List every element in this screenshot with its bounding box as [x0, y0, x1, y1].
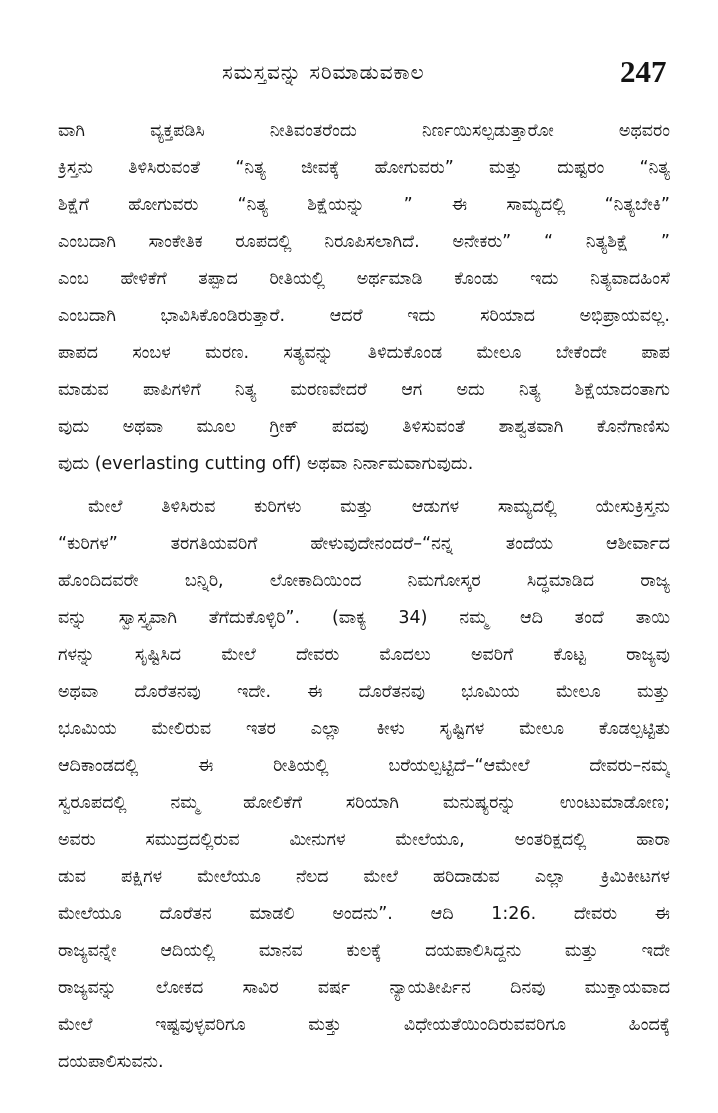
text-line: ಶಿಕ್ಷೆಗೆ ಹೋಗುವರು “ನಿತ್ಯ ಶಿಕ್ಷೆಯನ್ನು ” ಈ ಸಾಮ್ಯದಲ್ಲಿ “ನಿತ್ಯಬೇಕಿ” — [58, 195, 670, 215]
text-line: ಮೇಲೆ ಇಷ್ಟವುಳ್ಳವರಿಗೂ ಮತ್ತು ವಿಧೇಯತೆಯಿಂದಿರುವವರಿಗೂ ಹಿಂದಕ್ಕೆ — [58, 1015, 670, 1035]
text-line: ಪಾಪದ ಸಂಬಳ ಮರಣ. ಸತ್ಯವನ್ನು ತಿಳಿದುಕೊಂಡ ಮೇಲೂ ಬೇಕೆಂದೇ ಪಾಪ — [58, 343, 670, 363]
text-line: ಎಂಬದಾಗಿ ಭಾವಿಸಿಕೊಂಡಿರುತ್ತಾರೆ. ಆದರೆ ಇದು ಸರಿಯಾದ ಅಭಿಪ್ರಾಯವಲ್ಲ. — [58, 306, 670, 326]
text-line: ವನ್ನು ಸ್ವಾಸ್ತ್ಯವಾಗಿ ತೆಗೆದುಕೊಳ್ಳಿರಿ”. (ವಾಕ್ಯ 34) ನಮ್ಮ ಆದಿ ತಂದೆ ತಾಯಿ — [58, 608, 670, 628]
text-line: ಸ್ವರೂಪದಲ್ಲಿ ನಮ್ಮ ಹೋಲಿಕೆಗೆ ಸರಿಯಾಗಿ ಮನುಷ್ಯರನ್ನು ಉಂಟುಮಾಡೋಣ; — [58, 793, 670, 813]
page-number: 247 — [620, 54, 667, 89]
text-line: ರಾಜ್ಯವನ್ನು ಲೋಕದ ಸಾವಿರ ವರ್ಷ ನ್ಯಾಯತೀರ್ಪಿನ ದಿನವು ಮುಕ್ತಾಯವಾದ — [58, 978, 670, 998]
text-line: ದಯಪಾಲಿಸುವನು. — [58, 1052, 164, 1072]
text-line: ಡುವ ಪಕ್ಷಿಗಳ ಮೇಲೆಯೂ ನೆಲದ ಮೇಲೆ ಹರಿದಾಡುವ ಎಲ್ಲಾ ಕ್ರಿಮಿಕೀಟಗಳ — [58, 867, 670, 887]
text-line-indented: ಮೇಲೆ ತಿಳಿಸಿರುವ ಕುರಿಗಳು ಮತ್ತು ಆಡುಗಳ ಸಾಮ್ಯದಲ್ಲಿ ಯೇಸುಕ್ರಿಸ್ತನು — [88, 497, 670, 517]
text-line: ಆದಿಕಾಂಡದಲ್ಲಿ ಈ ರೀತಿಯಲ್ಲಿ ಬರೆಯಲ್ಪಟ್ಟಿದೆ–“ಆಮೇಲೆ ದೇವರು–ನಮ್ಮ — [58, 756, 670, 776]
text-line: ವುದು (everlasting cutting off) ಅಥವಾ ನಿರ್ನಾಮವಾಗುವುದು. — [58, 454, 474, 474]
text-line: ರಾಜ್ಯವನ್ನೇ ಆದಿಯಲ್ಲಿ ಮಾನವ ಕುಲಕ್ಕೆ ದಯಪಾಲಿಸಿದ್ದನು ಮತ್ತು ಇದೇ — [58, 941, 670, 961]
text-line: ಅಥವಾ ದೊರೆತನವು ಇದೇ. ಈ ದೊರೆತನವು ಭೂಮಿಯ ಮೇಲೂ ಮತ್ತು — [58, 682, 670, 702]
text-line: ಎಂಬದಾಗಿ ಸಾಂಕೇತಿಕ ರೂಪದಲ್ಲಿ ನಿರೂಪಿಸಲಾಗಿದೆ. ಅನೇಕರು” “ ನಿತ್ಯಶಿಕ್ಷೆ ” — [58, 232, 670, 252]
text-line: ಅವರು ಸಮುದ್ರದಲ್ಲಿರುವ ಮೀನುಗಳ ಮೇಲೆಯೂ, ಅಂತರಿಕ್ಷದಲ್ಲಿ ಹಾರಾ — [58, 830, 670, 850]
text-line: ಮಾಡುವ ಪಾಪಿಗಳಿಗೆ ನಿತ್ಯ ಮರಣವೇದರೆ ಆಗ ಅದು ನಿತ್ಯ ಶಿಕ್ಷೆಯಾದಂತಾಗು — [58, 380, 670, 400]
text-line: ವುದು ಅಥವಾ ಮೂಲ ಗ್ರೀಕ್ ಪದವು ತಿಳಿಸುವಂತೆ ಶಾಶ್ವತವಾಗಿ ಕೊನೆಗಾಣಿಸು — [58, 417, 670, 437]
running-header — [0, 54, 718, 92]
paragraph-2 — [58, 489, 670, 1081]
text-line: “ಕುರಿಗಳ” ತರಗತಿಯವರಿಗೆ ಹೇಳುವುದೇನಂದರೆ–“ನನ್ನ ತಂದೆಯ ಆಶೀರ್ವಾದ — [58, 534, 670, 554]
text-line: ಮೇಲೆಯೂ ದೊರೆತನ ಮಾಡಲಿ ಅಂದನು”. ಆದಿ 1:26. ದೇವರು ಈ — [58, 904, 670, 924]
text-line: ವಾಗಿ ವ್ಯಕ್ತಪಡಿಸಿ ನೀತಿವಂತರೆಂದು ನಿರ್ಣಯಿಸಲ್ಪಡುತ್ತಾರೋ ಅಥವರಂ — [58, 121, 670, 141]
running-title: ಸಮಸ್ತವನ್ನು ಸರಿಮಾಡುವಕಾಲ — [222, 60, 425, 84]
text-line: ಗಳನ್ನು ಸೃಷ್ಟಿಸಿದ ಮೇಲೆ ದೇವರು ಮೊದಲು ಅವರಿಗೆ ಕೊಟ್ಟ ರಾಜ್ಯವು — [58, 645, 670, 665]
text-line: ಕ್ರಿಸ್ತನು ತಿಳಿಸಿರುವಂತೆ “ನಿತ್ಯ ಜೀವಕ್ಕೆ ಹೋಗುವರು” ಮತ್ತು ದುಷ್ಟರಂ “ನಿತ್ಯ — [58, 158, 670, 178]
paragraph-1 — [58, 113, 670, 483]
text-line: ಭೂಮಿಯ ಮೇಲಿರುವ ಇತರ ಎಲ್ಲಾ ಕೀಳು ಸೃಷ್ಟಿಗಳ ಮೇಲೂ ಕೊಡಲ್ಪಟ್ಟಿತು — [58, 719, 670, 739]
text-line: ಎಂಬ ಹೇಳಿಕೆಗೆ ತಪ್ಪಾದ ರೀತಿಯಲ್ಲಿ ಅರ್ಥಮಾಡಿ ಕೊಂಡು ಇದು ನಿತ್ಯವಾದಹಿಂಸೆ — [58, 269, 670, 289]
text-line: ಹೊಂದಿದವರೇ ಬನ್ನಿರಿ, ಲೋಕಾದಿಯಿಂದ ನಿಮಗೋಸ್ಕರ ಸಿದ್ಧಮಾಡಿದ ರಾಜ್ಯ — [58, 571, 670, 591]
